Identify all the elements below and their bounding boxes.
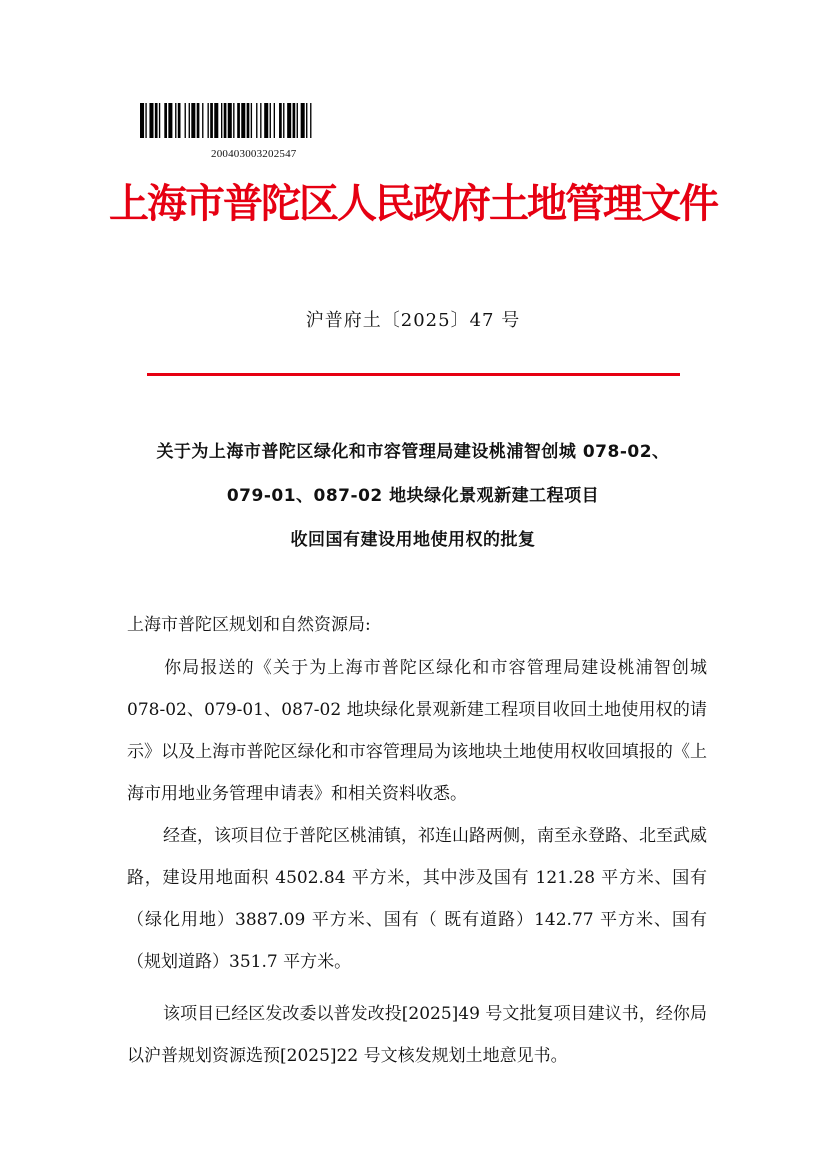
- body-paragraph: [127, 993, 707, 1077]
- title-line-3: 收回国有建设用地使用权的批复: [290, 530, 536, 550]
- title-line-2: 079-01、087-02 地块绿化景观新建工程项目: [226, 486, 600, 506]
- barcode-number: 200403003202547: [211, 148, 297, 160]
- paragraph-text: 经查，该项目位于普陀区桃浦镇，祁连山路两侧，南至永登路、北至武威路，建设用地面积 4502.84 平方米，其中涉及国有 121.28 平方米、国有（绿化用地）3887.09 平方米、国有（ 既有道路）142.77 平方米、国有（规划道路）351.7 平方米。: [127, 826, 707, 972]
- red-divider-line: [147, 373, 680, 376]
- paragraph-text: 该项目已经区发改委以普发改投[2025]49 号文批复项目建议书，经你局以沪普规划资源选预[2025]22 号文核发规划土地意见书。: [127, 1004, 707, 1066]
- paragraph-text: 你局报送的《关于为上海市普陀区绿化和市容管理局建设桃浦智创城 078-02、079-01、087-02 地块绿化景观新建工程项目收回土地使用权的请示》以及上海市普陀区绿化和市容管理局为该地块土地使用权收回填报的《上海市用地业务管理申请表》和相关资料收悉。: [127, 658, 707, 804]
- body-paragraph: [127, 647, 707, 815]
- barcode-image: [140, 103, 422, 138]
- salutation: 上海市普陀区规划和自然资源局:: [127, 615, 371, 635]
- title-line-1: 关于为上海市普陀区绿化和市容管理局建设桃浦智创城 078-02、: [156, 442, 670, 462]
- document-header-title: 上海市普陀区人民政府土地管理文件: [109, 180, 717, 227]
- document-number: 沪普府土〔2025〕47 号: [305, 310, 521, 331]
- body-paragraph: [127, 815, 707, 983]
